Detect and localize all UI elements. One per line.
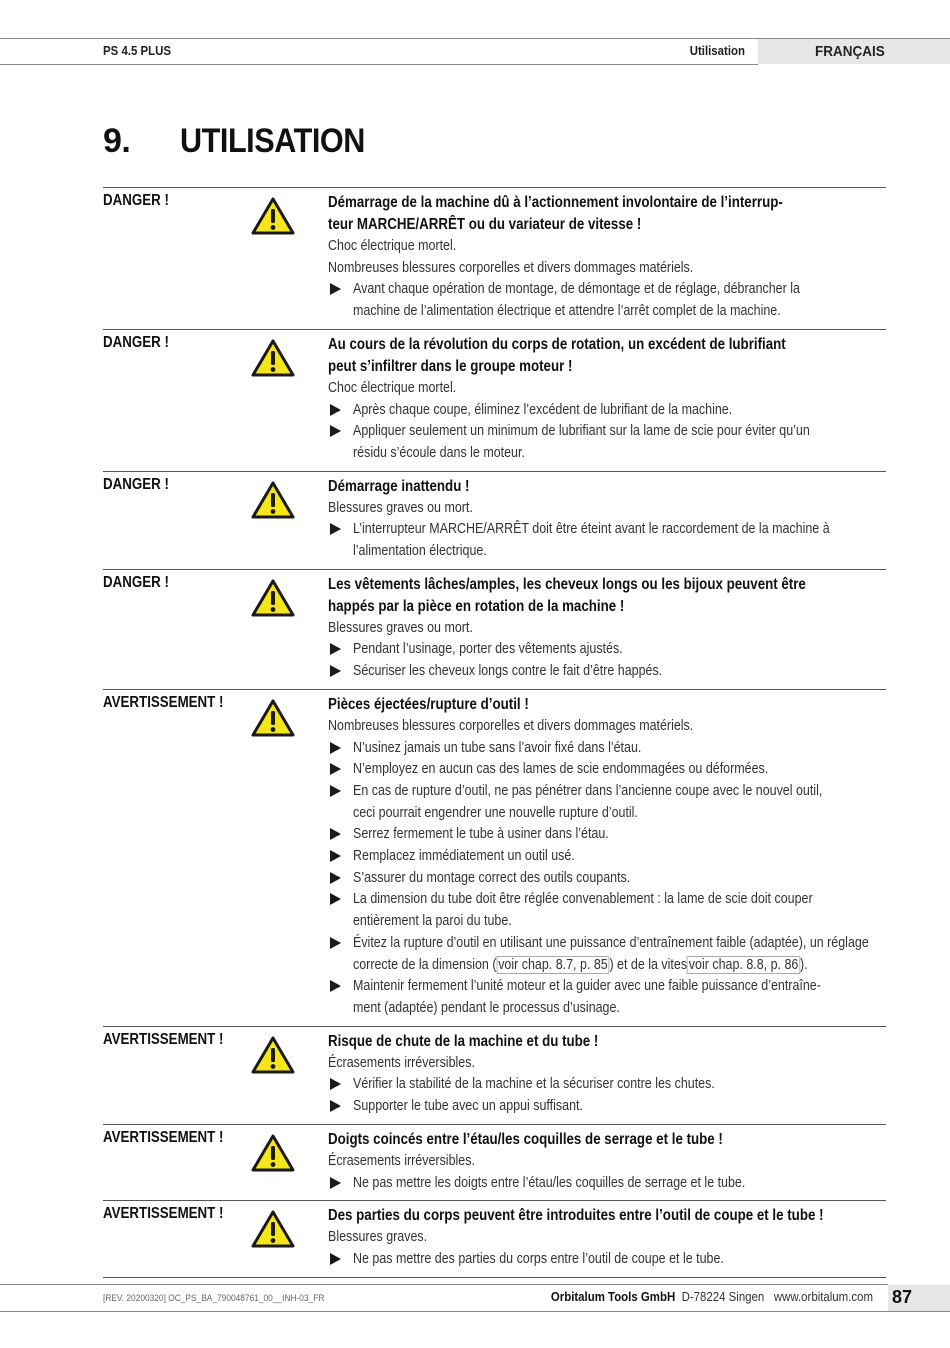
- hazard-title-line: happés par la pièce en rotation de la machine !: [328, 597, 625, 615]
- safety-content: [328, 1129, 886, 1194]
- hazard-title: [328, 694, 886, 716]
- hazard-title-line: Démarrage inattendu !: [328, 477, 470, 495]
- safety-content: [328, 1031, 886, 1118]
- signal-word: AVERTISSEMENT !: [103, 1030, 224, 1048]
- safety-row: [103, 329, 886, 471]
- bullet-text-line: ceci pourrait engendrer une nouvelle rupture d’outil.: [353, 804, 638, 821]
- bullet-text-line: N’usinez jamais un tube sans l’avoir fixé dans l’étau.: [353, 739, 642, 756]
- signal-word: AVERTISSEMENT !: [103, 693, 224, 711]
- bullet-item: [328, 421, 886, 464]
- hazard-title-line: Risque de chute de la machine et du tube !: [328, 1032, 599, 1050]
- safety-content: [328, 476, 886, 563]
- bullet-item: [328, 933, 886, 976]
- chapter-title: UTILISATION: [180, 122, 365, 160]
- bullet-text-line: résidu s’écoule dans le moteur.: [353, 444, 525, 461]
- bullet-text-line: [353, 955, 885, 977]
- hazard-title-line: Démarrage de la machine dû à l’actionnement involontaire de l’interrup-: [328, 194, 783, 211]
- warning-triangle-icon: [251, 1134, 295, 1172]
- warning-triangle-icon: [251, 699, 295, 737]
- bullet-arrow-icon: [330, 1078, 341, 1090]
- consequence-text: [328, 1227, 886, 1249]
- signal-word: DANGER !: [103, 333, 169, 351]
- bullet-item: [328, 1249, 886, 1271]
- hazard-title-line: Des parties du corps peuvent être introduites entre l’outil de coupe et le tube !: [328, 1207, 824, 1225]
- bullet-item: [328, 1096, 886, 1118]
- bullet-item: [328, 1173, 886, 1195]
- footer-company-line: [492, 1289, 873, 1304]
- hazard-title: [328, 574, 886, 618]
- bullet-text-line: Avant chaque opération de montage, de démontage et de réglage, débrancher la: [353, 281, 800, 298]
- consequence-text: [328, 1151, 886, 1173]
- signal-word: DANGER !: [103, 192, 169, 209]
- cross-reference-link[interactable]: voir chap. 8.8, p. 86: [688, 956, 799, 973]
- bullet-arrow-icon: [330, 763, 341, 775]
- bullet-text-line: En cas de rupture d’outil, ne pas pénétrer dans l’ancienne coupe avec le nouvel outil,: [353, 782, 823, 799]
- safety-table: [103, 187, 886, 1278]
- header-section: Utilisation: [689, 43, 745, 58]
- safety-row: [103, 1200, 886, 1277]
- safety-row: [103, 689, 886, 1026]
- bullet-item: [328, 846, 886, 868]
- header-product: PS 4.5 PLUS: [103, 43, 172, 58]
- safety-content: [328, 694, 886, 1020]
- bullet-text-line: Ne pas mettre les doigts entre l’étau/les coquilles de serrage et le tube.: [353, 1174, 746, 1191]
- warning-triangle-icon: [251, 197, 295, 235]
- bullet-item: [328, 868, 886, 890]
- hazard-title: [328, 1031, 886, 1053]
- hazard-title: [328, 476, 886, 498]
- bullet-text-line: La dimension du tube doit être réglée convenablement : la lame de scie doit couper: [353, 891, 813, 908]
- bullet-arrow-icon: [330, 893, 341, 905]
- bullet-item: [328, 1074, 886, 1096]
- bullet-arrow-icon: [330, 1253, 341, 1265]
- consequence-text: [328, 618, 886, 640]
- bullet-arrow-icon: [330, 872, 341, 884]
- consequence-line: Choc électrique mortel.: [328, 238, 457, 254]
- warning-triangle-icon: [251, 481, 295, 519]
- bullet-item: [328, 279, 886, 322]
- bullet-text-part: correcte de la dimension (: [353, 956, 497, 973]
- safety-content: [328, 574, 886, 683]
- consequence-line: Écrasements irréversibles.: [328, 1152, 475, 1169]
- bullet-item: [328, 781, 886, 824]
- bullet-item: [328, 976, 886, 1019]
- bullet-text-line: Vérifier la stabilité de la machine et la sécuriser contre les chutes.: [353, 1076, 715, 1093]
- bullet-text-line: S’assurer du montage correct des outils coupants.: [353, 869, 631, 886]
- bullet-text-line: N’employez en aucun cas des lames de scie endommagées ou déformées.: [353, 761, 769, 778]
- bullet-item: [328, 661, 886, 683]
- consequence-line: Blessures graves ou mort.: [328, 499, 473, 516]
- bullet-text-line: Appliquer seulement un minimum de lubrifiant sur la lame de scie pour éviter qu’un: [353, 423, 810, 440]
- chapter-number: 9.: [103, 122, 131, 160]
- consequence-line: Choc électrique mortel.: [328, 379, 457, 396]
- hazard-title-line: Les vêtements lâches/amples, les cheveux longs ou les bijoux peuvent être: [328, 575, 806, 593]
- bullet-item: [328, 639, 886, 661]
- warning-triangle-icon: [251, 1210, 295, 1248]
- bullet-arrow-icon: [330, 425, 341, 437]
- header-language: FRANÇAIS: [815, 43, 885, 60]
- signal-word: DANGER !: [103, 475, 169, 493]
- bullet-text-line: Serrez fermement le tube à usiner dans l’étau.: [353, 826, 609, 843]
- bullet-text-line: ment (adaptée) pendant le processus d’usinage.: [353, 999, 620, 1016]
- bullet-arrow-icon: [330, 1177, 341, 1189]
- consequence-text: [328, 378, 886, 400]
- consequence-line: Blessures graves.: [328, 1229, 428, 1246]
- footer-website: www.orbitalum.com: [773, 1289, 873, 1304]
- cross-reference-link[interactable]: voir chap. 8.7, p. 85: [498, 956, 608, 973]
- bullet-arrow-icon: [330, 850, 341, 862]
- hazard-title: [328, 192, 886, 236]
- signal-word: DANGER !: [103, 573, 169, 591]
- bullet-arrow-icon: [330, 980, 341, 992]
- hazard-title-line: teur MARCHE/ARRÊT ou du variateur de vitesse !: [328, 216, 642, 233]
- warning-triangle-icon: [251, 339, 295, 377]
- bullet-text-line: machine de l’alimentation électrique et attendre l’arrêt complet de la machine.: [353, 303, 781, 320]
- bullet-item: [328, 400, 886, 422]
- bullet-arrow-icon: [330, 1100, 341, 1112]
- page-title: [103, 122, 385, 161]
- bullet-text-line: L’interrupteur MARCHE/ARRÊT doit être éteint avant le raccordement de la machine à: [353, 521, 830, 538]
- bullet-arrow-icon: [330, 643, 341, 655]
- safety-row: [103, 471, 886, 569]
- hazard-title-line: Pièces éjectées/rupture d’outil !: [328, 695, 529, 713]
- safety-row: [103, 187, 886, 329]
- consequence-text: [328, 236, 886, 258]
- header-bottom-rule: [0, 64, 758, 65]
- bullet-arrow-icon: [330, 665, 341, 677]
- warning-triangle-icon: [251, 1036, 295, 1074]
- consequence-text: [328, 258, 886, 280]
- consequence-line: Écrasements irréversibles.: [328, 1054, 475, 1071]
- bullet-text-line: Remplacez immédiatement un outil usé.: [353, 848, 575, 865]
- footer-bottom-rule: [0, 1311, 950, 1312]
- consequence-text: [328, 1053, 886, 1075]
- bullet-text-line: Supporter le tube avec un appui suffisant.: [353, 1098, 583, 1115]
- footer-top-rule: [0, 1284, 888, 1285]
- page-number: 87: [892, 1287, 913, 1307]
- header-language-tab: [758, 39, 950, 64]
- hazard-title: [328, 334, 886, 378]
- bullet-item: [328, 889, 886, 932]
- bullet-text-line: Maintenir fermement l’unité moteur et la guider avec une faible puissance d’entraîne-: [353, 978, 821, 995]
- bullet-arrow-icon: [330, 523, 341, 535]
- bullet-text-line: l’alimentation électrique.: [353, 543, 487, 560]
- consequence-line: Blessures graves ou mort.: [328, 619, 473, 636]
- bullet-text-part: ).: [800, 956, 808, 973]
- bullet-item: [328, 519, 886, 562]
- consequence-line: Nombreuses blessures corporelles et divers dommages matériels.: [328, 259, 694, 276]
- hazard-title-line: peut s’infiltrer dans le groupe moteur !: [328, 357, 573, 375]
- bullet-arrow-icon: [330, 742, 341, 754]
- footer-company: Orbitalum Tools GmbH: [550, 1289, 676, 1304]
- warning-triangle-icon: [251, 579, 295, 617]
- footer-revision: [REV. 20200320] OC_PS_BA_790048761_00__INH-03_FR: [103, 1293, 325, 1304]
- bullet-arrow-icon: [330, 283, 341, 295]
- safety-row: [103, 569, 886, 689]
- safety-content: [328, 192, 886, 323]
- bullet-text-line: Évitez la rupture d’outil en utilisant une puissance d’entraînement faible (adaptée), un réglage: [353, 934, 869, 951]
- bullet-text-part: ) et de la vites: [609, 956, 688, 973]
- bullet-arrow-icon: [330, 785, 341, 797]
- bullet-text-line: entièrement la paroi du tube.: [353, 913, 512, 930]
- safety-content: [328, 1205, 886, 1270]
- hazard-title: [328, 1205, 886, 1227]
- bullet-item: [328, 824, 886, 846]
- hazard-title: [328, 1129, 886, 1151]
- consequence-text: [328, 716, 886, 738]
- signal-word: AVERTISSEMENT !: [103, 1128, 224, 1146]
- bullet-item: [328, 738, 886, 760]
- footer-page-tab: [888, 1285, 950, 1311]
- safety-row: [103, 1124, 886, 1200]
- bullet-text-line: Pendant l’usinage, porter des vêtements ajustés.: [353, 641, 623, 658]
- bullet-text-line: Sécuriser les cheveux longs contre le fait d’être happés.: [353, 663, 663, 680]
- footer-address: D-78224 Singen: [681, 1289, 765, 1304]
- bullet-arrow-icon: [330, 828, 341, 840]
- bullet-text-line: Après chaque coupe, éliminez l’excédent de lubrifiant de la machine.: [353, 401, 733, 418]
- signal-word: AVERTISSEMENT !: [103, 1205, 224, 1223]
- hazard-title-line: Doigts coincés entre l’étau/les coquilles de serrage et le tube !: [328, 1130, 723, 1148]
- safety-row: [103, 1026, 886, 1124]
- safety-content: [328, 334, 886, 465]
- bullet-text-line: Ne pas mettre des parties du corps entre l’outil de coupe et le tube.: [353, 1250, 724, 1267]
- consequence-text: [328, 498, 886, 520]
- bullet-arrow-icon: [330, 937, 341, 949]
- consequence-line: Nombreuses blessures corporelles et divers dommages matériels.: [328, 717, 694, 734]
- bullet-item: [328, 759, 886, 781]
- hazard-title-line: Au cours de la révolution du corps de rotation, un excédent de lubrifiant: [328, 335, 786, 353]
- bullet-arrow-icon: [330, 404, 341, 416]
